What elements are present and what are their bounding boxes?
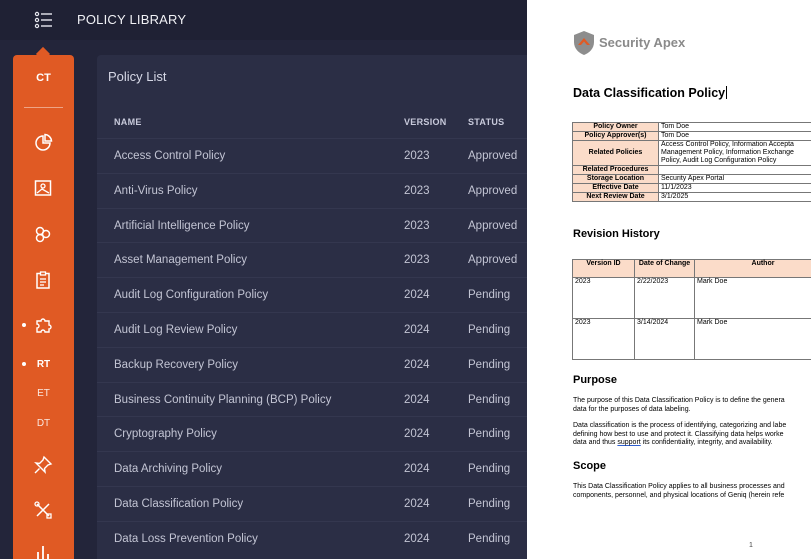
image-icon[interactable] [33, 178, 53, 198]
scope-paragraph [573, 483, 811, 500]
spellcheck-word[interactable]: support [617, 439, 641, 446]
rail-item-dt[interactable]: DT [36, 418, 51, 429]
meta-row [573, 166, 811, 175]
policy-name: Anti-Virus Policy [114, 184, 198, 197]
policy-row[interactable] [97, 277, 527, 312]
meta-key: Storage Location [573, 175, 659, 184]
policy-name: Backup Recovery Policy [114, 358, 238, 371]
rev-author: Mark Doe [695, 319, 811, 360]
policy-name: Audit Log Review Policy [114, 324, 238, 336]
text-line: defining how best to use and protect it. Classifying data helps worke [573, 430, 784, 438]
policy-status: Pending [468, 324, 511, 336]
meta-row [573, 141, 811, 166]
policy-row[interactable] [97, 208, 527, 243]
policy-row[interactable] [97, 312, 527, 347]
policy-name: Asset Management Policy [114, 254, 247, 267]
top-bar [0, 0, 527, 40]
policy-row[interactable] [97, 521, 527, 556]
policy-version: 2023 [404, 150, 430, 162]
meta-row [573, 184, 811, 193]
policy-status: Pending [468, 463, 511, 476]
meta-value-line: Management Policy, Information Exchange [661, 149, 794, 156]
text-line: data for the purposes of data labeling. [573, 405, 691, 413]
brand-name: Security Apex [599, 35, 686, 50]
rev-date: 3/14/2024 [635, 319, 695, 360]
rail-active-dot [22, 323, 26, 327]
policy-status: Pending [468, 393, 511, 406]
bar-chart-icon[interactable] [33, 542, 53, 559]
policy-status: Approved [468, 150, 518, 162]
policy-name: Data Archiving Policy [114, 463, 223, 476]
policy-version: 2024 [404, 393, 430, 406]
policy-version: 2024 [404, 358, 430, 371]
meta-value: Tom Doe [659, 132, 811, 141]
policy-status: Pending [468, 498, 511, 510]
policy-row[interactable] [97, 138, 527, 173]
meta-row [573, 175, 811, 184]
meta-value: 11/1/2023 [659, 184, 811, 193]
text-line: Data classification is the process of identifying, categorizing and labe [573, 422, 787, 429]
meta-value [659, 166, 811, 175]
policy-status: Approved [468, 219, 518, 232]
meta-row [573, 132, 811, 141]
policy-status: Pending [468, 289, 511, 302]
side-rail [13, 55, 74, 559]
rail-item-et[interactable]: ET [37, 388, 50, 399]
meta-key: Related Procedures [573, 166, 659, 175]
policy-row[interactable] [97, 242, 527, 277]
policy-name: Data Loss Prevention Policy [114, 532, 258, 545]
policy-version: 2023 [404, 219, 430, 232]
meta-value: Security Apex Portal [659, 175, 811, 184]
scope-heading: Scope [573, 460, 607, 472]
text-line: This Data Classification Policy applies to all business processes and [573, 483, 785, 490]
document-title[interactable] [573, 86, 727, 100]
column-header-name[interactable]: NAME [114, 117, 142, 127]
revision-history-heading: Revision History [573, 228, 660, 240]
revision-row [573, 278, 811, 319]
policy-status: Pending [468, 358, 511, 371]
policy-version: 2023 [404, 184, 430, 197]
text-line: The purpose of this Data Classification Policy is to define the genera [573, 397, 785, 404]
rev-header-author: Author [695, 260, 811, 278]
rev-header-date: Date of Change [635, 260, 695, 278]
policy-row[interactable] [97, 486, 527, 521]
modules-icon[interactable] [33, 224, 53, 244]
column-header-version[interactable]: VERSION [404, 117, 447, 127]
text-run: data and thus [573, 439, 618, 446]
meta-value [659, 141, 811, 166]
policy-name: Business Continuity Planning (BCP) Policy [114, 393, 332, 406]
list-menu-icon[interactable] [34, 10, 54, 30]
policy-status: Approved [468, 254, 518, 267]
meta-key: Policy Approver(s) [573, 132, 659, 141]
rev-author: Mark Doe [695, 278, 811, 319]
meta-key: Policy Owner [573, 123, 659, 132]
meta-row [573, 123, 811, 132]
policy-version: 2024 [404, 532, 430, 545]
text-cursor [726, 86, 727, 99]
policy-version: 2024 [404, 498, 430, 510]
revision-row [573, 319, 811, 360]
policy-row[interactable] [97, 382, 527, 417]
policy-name: Cryptography Policy [114, 428, 217, 441]
policy-version: 2024 [404, 324, 430, 336]
shield-logo-icon [573, 30, 595, 56]
policy-meta-table [572, 122, 811, 202]
policy-status: Approved [468, 184, 518, 197]
text-run: its confidentiality, integrity, and availability. [640, 439, 773, 446]
page-number: 1 [749, 542, 753, 549]
purpose-paragraph-2 [573, 422, 811, 448]
window-divider [527, 0, 535, 559]
policy-status: Pending [468, 428, 511, 441]
column-header-status[interactable]: STATUS [468, 117, 505, 127]
policy-row[interactable] [97, 347, 527, 382]
meta-value: Tom Doe [659, 123, 811, 132]
policy-version: 2024 [404, 428, 430, 441]
purpose-paragraph-1 [573, 397, 811, 414]
meta-row [573, 193, 811, 202]
panel-title: Policy List [108, 69, 167, 84]
policy-name: Access Control Policy [114, 150, 226, 162]
pie-chart-icon[interactable] [33, 133, 53, 153]
policy-status: Pending [468, 532, 511, 545]
policy-name: Data Classification Policy [114, 498, 244, 510]
meta-value-line: Access Control Policy, Information Accepta [661, 141, 794, 148]
purpose-heading: Purpose [573, 374, 618, 386]
rev-date: 2/22/2023 [635, 278, 695, 319]
policy-version: 2023 [404, 254, 430, 267]
rail-divider [24, 107, 63, 108]
policy-version: 2024 [404, 289, 430, 302]
clipboard-icon[interactable] [33, 270, 53, 290]
document-page [535, 0, 811, 559]
rail-item-rt[interactable]: RT [36, 359, 51, 370]
rev-version: 2023 [573, 278, 635, 319]
rev-header-version: Version ID [573, 260, 635, 278]
policy-row[interactable] [97, 451, 527, 486]
text-line [573, 439, 811, 448]
policy-row[interactable] [97, 416, 527, 451]
meta-key: Effective Date [573, 184, 659, 193]
meta-key: Next Review Date [573, 193, 659, 202]
policy-row[interactable] [97, 173, 527, 208]
rev-version: 2023 [573, 319, 635, 360]
pin-icon[interactable] [33, 455, 53, 475]
meta-value: 3/1/2025 [659, 193, 811, 202]
document-title-text: Data Classification Policy [573, 86, 726, 100]
text-line: components, personnel, and physical locations of Geniq (herein refe [573, 491, 785, 499]
meta-value-line: Policy, Audit Log Configuration Policy [661, 157, 777, 164]
policy-name: Artificial Intelligence Policy [114, 219, 250, 232]
policy-name: Audit Log Configuration Policy [114, 289, 269, 302]
revision-history-table [572, 259, 811, 360]
tools-icon[interactable] [33, 500, 53, 520]
meta-key: Related Policies [573, 141, 659, 166]
puzzle-icon[interactable] [33, 315, 53, 335]
rail-item-ct[interactable]: CT [36, 72, 51, 84]
app-title: POLICY LIBRARY [77, 12, 187, 27]
policy-version: 2024 [404, 463, 430, 476]
